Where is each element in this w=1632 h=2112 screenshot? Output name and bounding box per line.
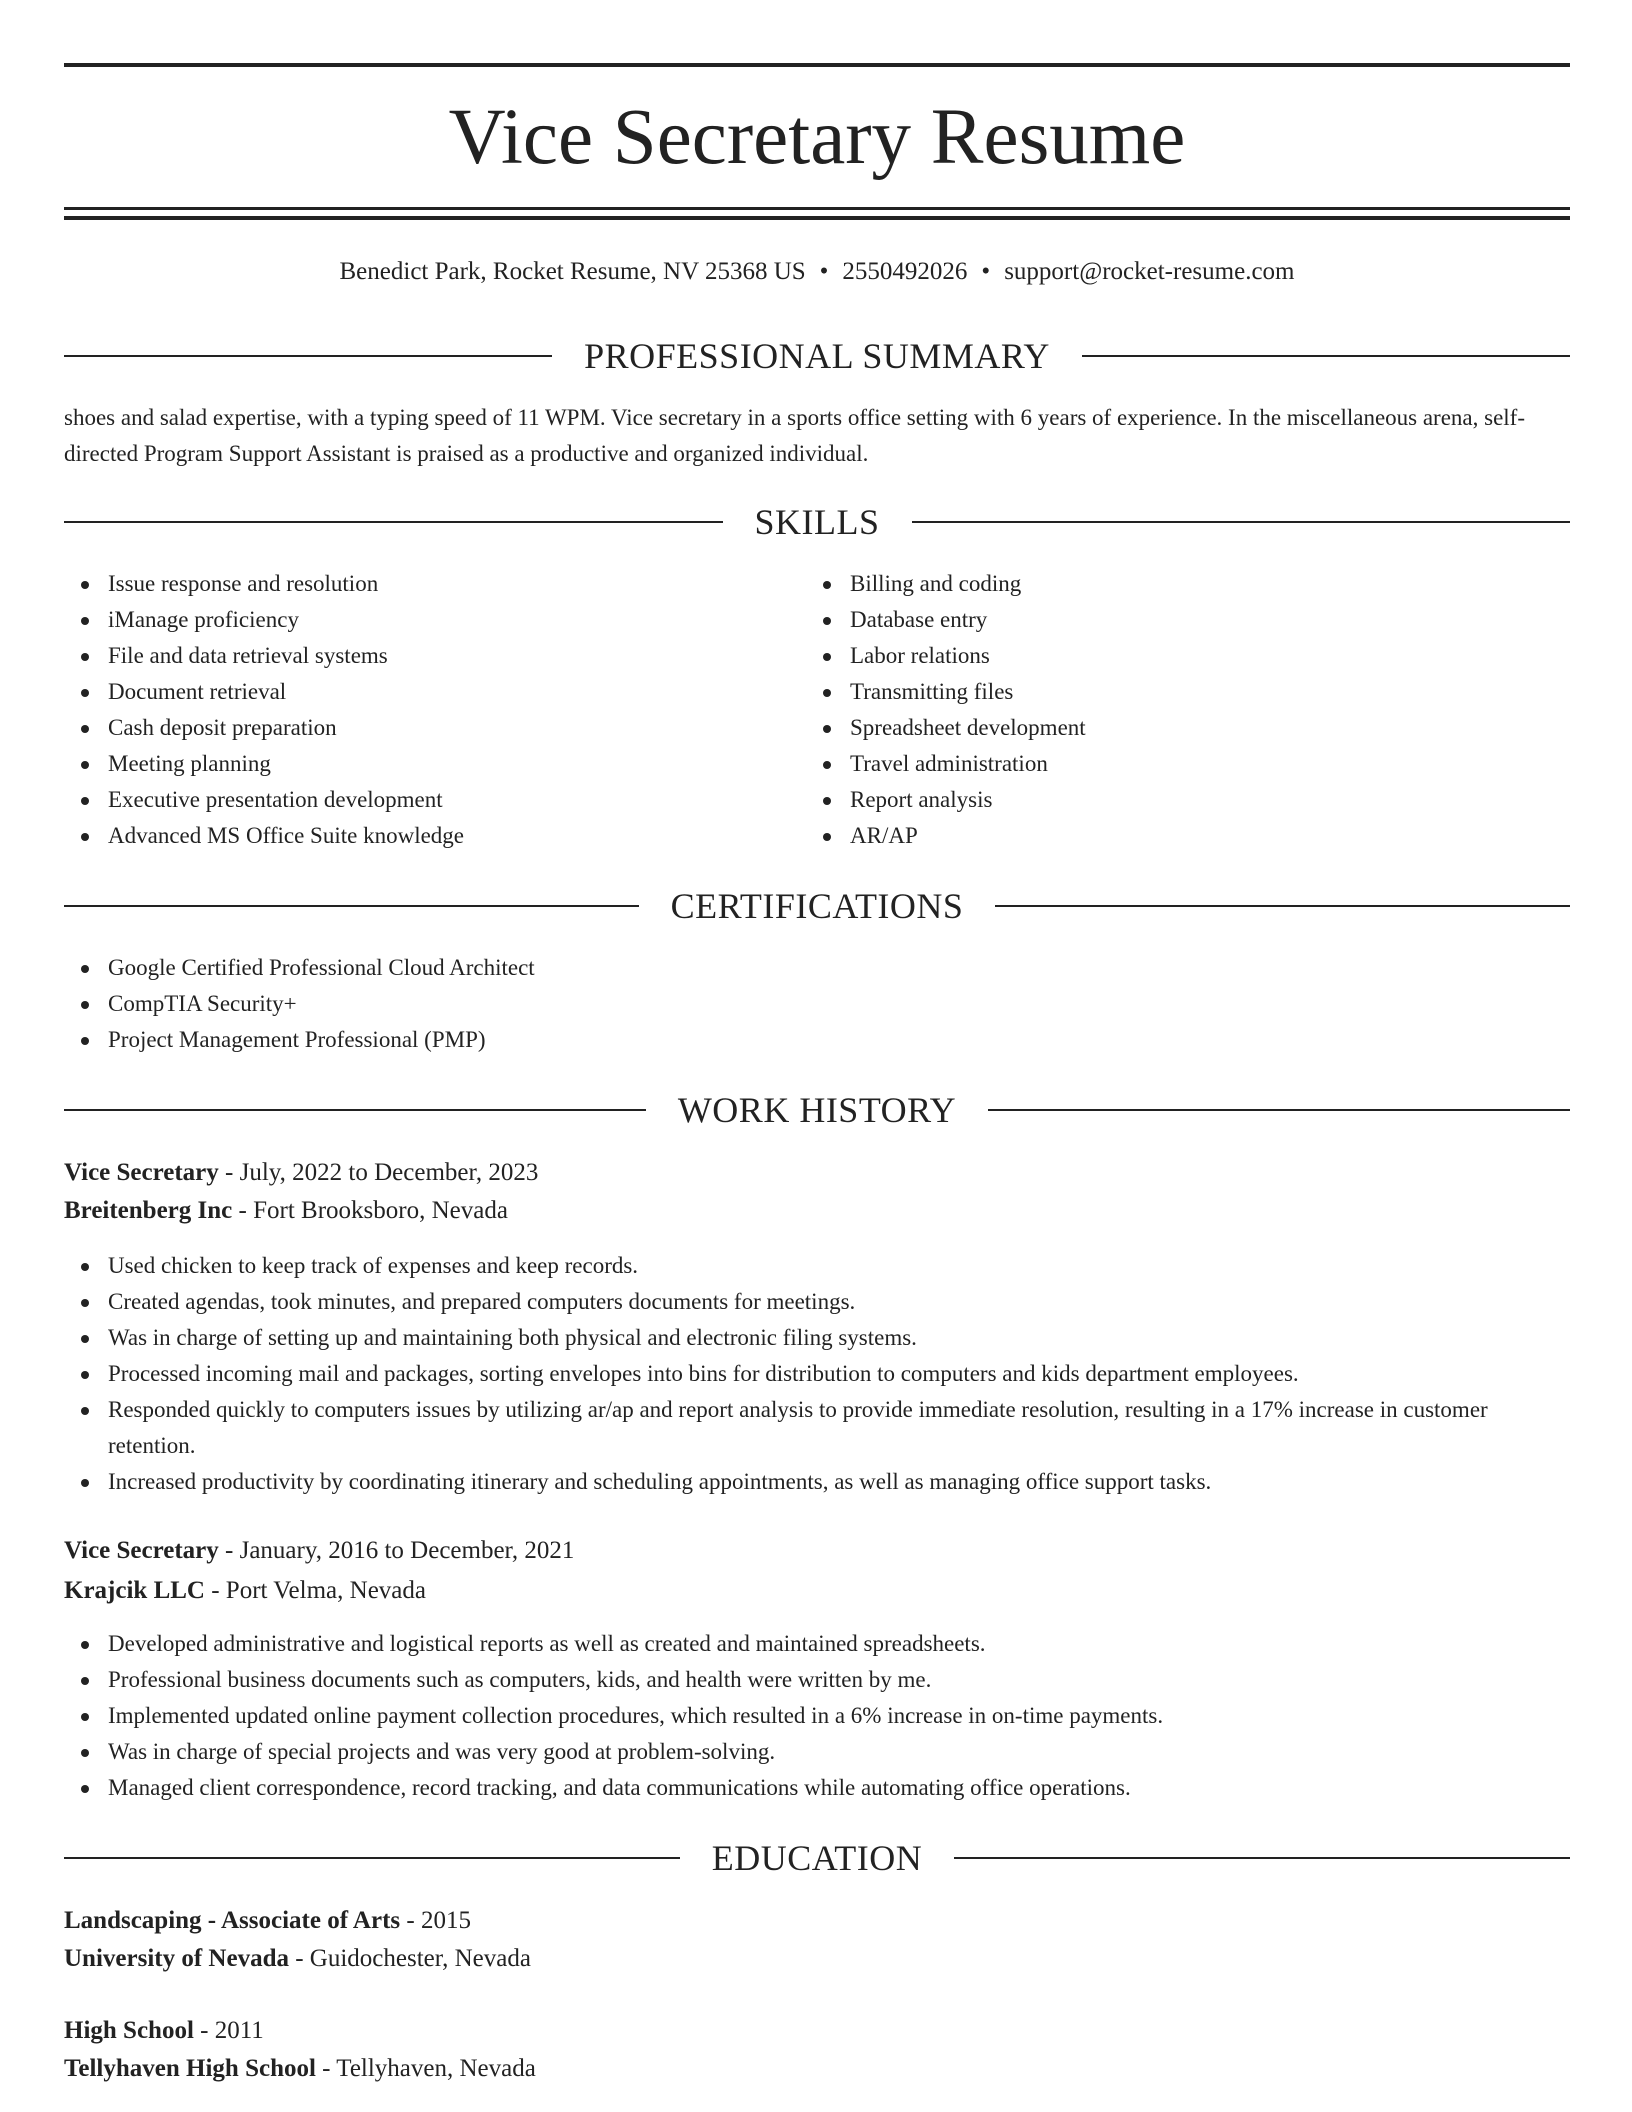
job-title: Vice Secretary: [64, 1159, 219, 1186]
contact-separator: •: [981, 258, 991, 285]
education-location: - Guidochester, Nevada: [288, 1945, 531, 1972]
list-item: Managed client correspondence, record tracking, and data communications while automating office operations.: [64, 1770, 1570, 1806]
list-item: Used chicken to keep track of expenses and keep records.: [64, 1248, 1570, 1284]
list-item: Billing and coding: [806, 566, 1566, 602]
skills-heading: [64, 500, 1570, 544]
list-item: CompTIA Security+: [64, 986, 1570, 1022]
contact-separator: •: [819, 258, 829, 285]
summary-heading: [64, 334, 1570, 378]
education-school-line: [64, 1940, 1570, 1978]
contact-line: [64, 254, 1570, 290]
list-item: Was in charge of special projects and was very good at problem-solving.: [64, 1734, 1570, 1770]
contact-phone: 2550492026: [842, 258, 968, 285]
education-location: - Tellyhaven, Nevada: [315, 2055, 536, 2082]
job-dates: - July, 2022 to December, 2023: [218, 1159, 539, 1186]
list-item: Labor relations: [806, 638, 1566, 674]
list-item: Report analysis: [806, 782, 1566, 818]
divider-line: [988, 1109, 1570, 1111]
skills-list-right: [806, 566, 1566, 854]
list-item: Was in charge of setting up and maintaining both physical and electronic filing systems.: [64, 1320, 1570, 1356]
list-item: Project Management Professional (PMP): [64, 1022, 1570, 1058]
divider-line: [64, 1857, 680, 1859]
skills-list-left: [64, 566, 804, 854]
job-location: - Port Velma, Nevada: [204, 1577, 426, 1604]
certifications-list: [64, 950, 1570, 1058]
divider-line: [64, 905, 639, 907]
list-item: Professional business documents such as computers, kids, and health were written by me.: [64, 1662, 1570, 1698]
education-degree: Landscaping - Associate of Arts: [64, 1907, 401, 1934]
section-title: SKILLS: [754, 502, 880, 542]
education-school: University of Nevada: [64, 1945, 289, 1972]
divider-line: [64, 1109, 646, 1111]
divider-line: [1082, 355, 1570, 357]
job-company-line: [64, 1192, 1570, 1230]
job-company-line: [64, 1572, 1570, 1610]
list-item: Executive presentation development: [64, 782, 804, 818]
list-item: Google Certified Professional Cloud Architect: [64, 950, 1570, 986]
section-title: WORK HISTORY: [677, 1090, 957, 1130]
work-history-heading: [64, 1088, 1570, 1132]
divider-line: [912, 521, 1571, 523]
education-degree-line: [64, 2012, 1570, 2050]
education-degree-line: [64, 1902, 1570, 1940]
list-item: Responded quickly to computers issues by utilizing ar/ap and report analysis to provide immediate resolution, resulting in a 17% increase in customer retention.: [64, 1392, 1570, 1464]
list-item: Advanced MS Office Suite knowledge: [64, 818, 804, 854]
divider-line: [64, 521, 723, 523]
list-item: Implemented updated online payment collection procedures, which resulted in a 6% increase in on-time payments.: [64, 1698, 1570, 1734]
divider-line: [995, 905, 1570, 907]
page-title: Vice Secretary Resume: [448, 94, 1186, 181]
education-year: - 2015: [400, 1907, 471, 1934]
job-company: Krajcik LLC: [64, 1577, 205, 1604]
title-rule-upper: [64, 207, 1570, 210]
education-degree: High School: [64, 2017, 194, 2044]
contact-email: support@rocket-resume.com: [1004, 258, 1295, 285]
summary-text: shoes and salad expertise, with a typing speed of 11 WPM. Vice secretary in a sports office setting with 6 years of experience. In the miscellaneous arena, self-directed Program Support Assistant is praised as a productive and organized individual.: [64, 405, 1526, 466]
education-school-line: [64, 2050, 1570, 2088]
title-rule-lower: [64, 216, 1570, 220]
list-item: Database entry: [806, 602, 1566, 638]
top-rule: [64, 63, 1570, 67]
section-title: PROFESSIONAL SUMMARY: [584, 336, 1050, 376]
list-item: Cash deposit preparation: [64, 710, 804, 746]
section-title: CERTIFICATIONS: [670, 886, 964, 926]
job-bullets: [64, 1248, 1570, 1500]
job-location: - Fort Brooksboro, Nevada: [232, 1197, 508, 1224]
divider-line: [954, 1857, 1570, 1859]
list-item: Processed incoming mail and packages, sorting envelopes into bins for distribution to computers and kids department employees.: [64, 1356, 1570, 1392]
divider-line: [64, 355, 552, 357]
education-year: - 2011: [193, 2017, 264, 2044]
list-item: Increased productivity by coordinating itinerary and scheduling appointments, as well as managing office support tasks.: [64, 1464, 1570, 1500]
job-bullets: [64, 1626, 1570, 1806]
list-item: Transmitting files: [806, 674, 1566, 710]
list-item: Developed administrative and logistical reports as well as created and maintained spreadsheets.: [64, 1626, 1570, 1662]
list-item: Travel administration: [806, 746, 1566, 782]
list-item: Issue response and resolution: [64, 566, 804, 602]
job-title-line: [64, 1154, 1570, 1192]
list-item: Created agendas, took minutes, and prepared computers documents for meetings.: [64, 1284, 1570, 1320]
job-title: Vice Secretary: [64, 1537, 219, 1564]
list-item: Spreadsheet development: [806, 710, 1566, 746]
list-item: File and data retrieval systems: [64, 638, 804, 674]
job-title-line: [64, 1532, 1570, 1570]
list-item: Meeting planning: [64, 746, 804, 782]
job-company: Breitenberg Inc: [64, 1197, 233, 1224]
job-dates: - January, 2016 to December, 2021: [218, 1537, 575, 1564]
list-item: AR/AP: [806, 818, 1566, 854]
contact-address: Benedict Park, Rocket Resume, NV 25368 US: [339, 258, 806, 285]
education-heading: [64, 1836, 1570, 1880]
certifications-heading: [64, 884, 1570, 928]
section-title: EDUCATION: [711, 1838, 923, 1878]
education-school: Tellyhaven High School: [64, 2055, 316, 2082]
list-item: Document retrieval: [64, 674, 804, 710]
list-item: iManage proficiency: [64, 602, 804, 638]
